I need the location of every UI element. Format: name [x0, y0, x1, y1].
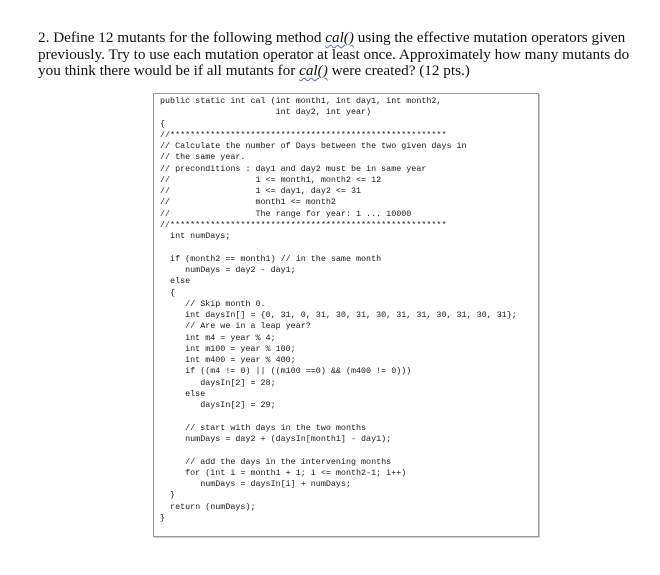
code-block: [160, 96, 517, 524]
code-line: [160, 411, 517, 422]
code-listing: [153, 93, 539, 537]
code-line: int daysIn[] = {0, 31, 0, 31, 30, 31, 30, 31, 31, 30, 31, 30, 31};: [160, 310, 517, 321]
code-line: int m4 = year % 4;: [160, 332, 276, 343]
code-line: else: [160, 388, 206, 399]
code-line: // Calculate the number of Days between the two given days in: [160, 141, 467, 152]
code-line: for (int i = month1 + 1; i <= month2-1; i++): [160, 467, 407, 478]
code-line: public static int cal (int month1, int day1, int month2,: [160, 96, 442, 106]
code-line: int day2, int year): [160, 107, 372, 118]
code-line: daysIn[2] = 28;: [160, 377, 276, 388]
code-line: // start with days in the two months: [160, 422, 367, 433]
code-line: // preconditions : day1 and day2 must be in same year: [160, 163, 427, 174]
code-line: {: [160, 287, 176, 298]
method-name: cal(): [325, 29, 354, 46]
code-line: //*******************************************************: [160, 129, 447, 140]
code-line: int m100 = year % 100;: [160, 343, 296, 354]
question-part-1: 2. Define 12 mutants for the following method: [38, 29, 326, 46]
code-line: }: [160, 490, 176, 501]
question-part-3: were created? (12 pts.): [327, 62, 470, 79]
code-line: if ((m4 != 0) || ((m100 ==0) && (m400 != 0))): [160, 366, 412, 377]
code-line: int numDays;: [160, 231, 231, 242]
code-line: int m400 = year % 400;: [160, 355, 296, 366]
code-line: return (numDays);: [160, 501, 256, 512]
code-line: // month1 <= month2: [160, 197, 336, 208]
question-text: [38, 30, 648, 80]
code-line: //*******************************************************: [160, 219, 447, 230]
code-line: [160, 242, 517, 253]
code-line: // the same year.: [160, 152, 246, 163]
code-line: // Skip month 0.: [160, 298, 266, 309]
code-line: }: [160, 512, 166, 523]
code-line: // Are we in a leap year?: [160, 321, 311, 332]
code-line: numDays = daysIn[i] + numDays;: [160, 479, 351, 490]
code-line: [160, 445, 517, 456]
code-line: // The range for year: 1 ... 10000: [160, 208, 412, 219]
code-line: numDays = day2 - day1;: [160, 264, 296, 275]
method-name: cal(): [299, 62, 328, 79]
question-part-2: using the effective mutation operators given previously. Try to use each mutation operator at least once. Approximately how many mutants do you think there would be if all mutants for: [38, 29, 630, 79]
code-line: numDays = day2 + (daysIn[month1] - day1);: [160, 433, 392, 444]
code-line: // 1 <= day1, day2 <= 31: [160, 186, 362, 197]
code-line: else: [160, 276, 191, 287]
code-line: // 1 <= month1, month2 <= 12: [160, 174, 382, 185]
code-line: daysIn[2] = 29;: [160, 400, 276, 411]
code-line: {: [160, 118, 166, 129]
code-line: if (month2 == month1) // in the same month: [160, 253, 382, 264]
code-line: // add the days in the intervening months: [160, 456, 392, 467]
